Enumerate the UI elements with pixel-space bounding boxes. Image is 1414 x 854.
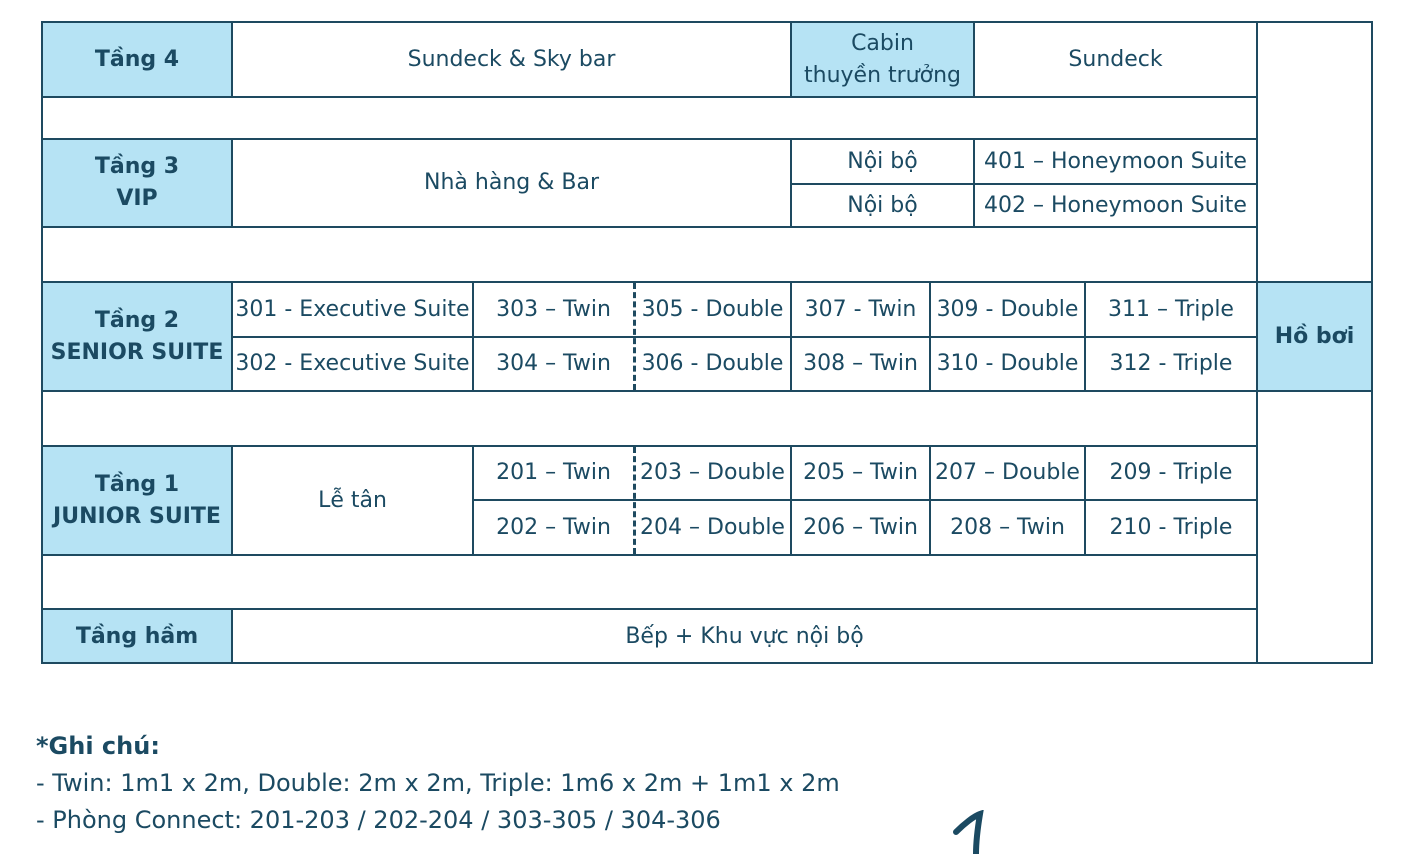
reception: Lễ tân bbox=[318, 487, 387, 513]
f2-v5 bbox=[929, 281, 931, 392]
border-left bbox=[41, 21, 43, 664]
room-401: 401 – Honeymoon Suite bbox=[984, 148, 1247, 174]
floor-2-label-line-2: SENIOR SUITE bbox=[50, 339, 224, 365]
f1-mid bbox=[472, 499, 1258, 501]
sundeck-sky-bar: Sundeck & Sky bar bbox=[407, 46, 616, 72]
f1-v4 bbox=[790, 445, 792, 556]
floor-2-label bbox=[42, 282, 232, 391]
pool-label bbox=[1257, 282, 1372, 391]
f2-v2 bbox=[472, 281, 474, 392]
f4-v1 bbox=[231, 21, 233, 98]
internal-area-1: Nội bộ bbox=[847, 148, 918, 174]
floor-2-label-line-1: Tầng 2 bbox=[94, 307, 180, 333]
room-312: 312 - Triple bbox=[1109, 351, 1233, 376]
f2-bottom bbox=[41, 390, 1258, 392]
room-201: 201 – Twin bbox=[496, 460, 611, 485]
f3-v1 bbox=[231, 138, 233, 228]
internal-area-2: Nội bộ bbox=[847, 192, 918, 218]
room-202: 202 – Twin bbox=[496, 514, 611, 540]
f1-v2 bbox=[472, 445, 474, 556]
room-302: 302 - Executive Suite bbox=[235, 351, 470, 376]
f1-top bbox=[41, 445, 1258, 447]
f3-mid bbox=[790, 183, 1258, 185]
room-306: 306 - Double bbox=[641, 351, 784, 376]
border-bottom bbox=[41, 662, 1373, 664]
basement-v1 bbox=[231, 608, 233, 664]
f1-bottom bbox=[41, 554, 1258, 556]
floor-3-label bbox=[42, 139, 232, 227]
captain-cabin bbox=[791, 22, 974, 97]
floor-3-label-line-2: VIP bbox=[116, 186, 158, 211]
room-208: 208 – Twin bbox=[950, 514, 1065, 540]
f3-top bbox=[41, 138, 1258, 140]
room-204: 204 – Double bbox=[640, 514, 785, 540]
f2-v1 bbox=[231, 281, 233, 392]
room-210: 210 - Triple bbox=[1109, 514, 1233, 540]
f2-v4 bbox=[790, 281, 792, 392]
f2-connect-divider bbox=[633, 283, 636, 390]
floor-1-label-line-1: Tầng 1 bbox=[94, 471, 180, 497]
sundeck: Sundeck bbox=[1068, 46, 1163, 72]
room-308: 308 – Twin bbox=[803, 351, 918, 376]
notes-room-sizes: - Twin: 1m1 x 2m, Double: 2m x 2m, Triple: 1m6 x 2m + 1m1 x 2m bbox=[36, 769, 840, 797]
room-304: 304 – Twin bbox=[496, 351, 611, 376]
f1-connect-divider bbox=[633, 447, 636, 554]
f1-v6 bbox=[1084, 445, 1086, 556]
restaurant-bar: Nhà hàng & Bar bbox=[424, 170, 599, 195]
f1-v5 bbox=[929, 445, 931, 556]
f4-bottom bbox=[41, 96, 1258, 98]
f2-mid bbox=[231, 336, 1258, 338]
room-305: 305 - Double bbox=[641, 296, 784, 322]
room-203: 203 – Double bbox=[640, 460, 785, 485]
floor-4-label-text: Tầng 4 bbox=[94, 46, 180, 72]
floor-1-label bbox=[42, 446, 232, 555]
room-307: 307 - Twin bbox=[804, 296, 917, 322]
decorative-mark-icon bbox=[948, 810, 992, 854]
floor-3-label-line-1: Tầng 3 bbox=[94, 154, 180, 179]
border-top bbox=[41, 21, 1373, 23]
basement-label bbox=[42, 609, 232, 664]
floor-4-label bbox=[42, 22, 232, 97]
f2-v6 bbox=[1084, 281, 1086, 392]
notes-title: *Ghi chú: bbox=[36, 732, 160, 760]
room-311: 311 – Triple bbox=[1108, 296, 1234, 322]
f1-v1 bbox=[231, 445, 233, 556]
f3-bottom bbox=[41, 226, 1258, 228]
captain-cabin-line-1: Cabin bbox=[851, 30, 914, 56]
captain-cabin-line-2: thuyền trưởng bbox=[804, 62, 961, 88]
room-205: 205 – Twin bbox=[803, 460, 918, 485]
floor-1-label-line-2: JUNIOR SUITE bbox=[53, 503, 221, 529]
basement-label-text: Tầng hầm bbox=[75, 623, 199, 649]
notes-connect-rooms: - Phòng Connect: 201-203 / 202-204 / 303-305 / 304-306 bbox=[36, 806, 721, 834]
notes bbox=[36, 728, 840, 839]
f3-v2 bbox=[790, 138, 792, 228]
f3-v3 bbox=[973, 138, 975, 228]
f4-v3 bbox=[973, 21, 975, 98]
f2-top bbox=[41, 281, 1258, 283]
pool-label-text: Hồ bơi bbox=[1274, 323, 1355, 349]
room-301: 301 - Executive Suite bbox=[235, 296, 470, 322]
room-206: 206 – Twin bbox=[803, 514, 918, 540]
room-207: 207 – Double bbox=[935, 460, 1080, 485]
basement-top bbox=[41, 608, 1258, 610]
border-right bbox=[1371, 21, 1373, 664]
room-303: 303 – Twin bbox=[496, 296, 611, 322]
pool-bottom-divider bbox=[1256, 390, 1373, 392]
room-309: 309 - Double bbox=[936, 296, 1079, 322]
room-310: 310 - Double bbox=[936, 351, 1079, 376]
pool-column-divider bbox=[1256, 21, 1258, 664]
room-402: 402 – Honeymoon Suite bbox=[984, 192, 1247, 218]
room-209: 209 - Triple bbox=[1109, 460, 1233, 485]
pool-top-divider bbox=[1256, 281, 1373, 283]
f4-v2 bbox=[790, 21, 792, 98]
kitchen-internal-area: Bếp + Khu vực nội bộ bbox=[625, 623, 864, 649]
